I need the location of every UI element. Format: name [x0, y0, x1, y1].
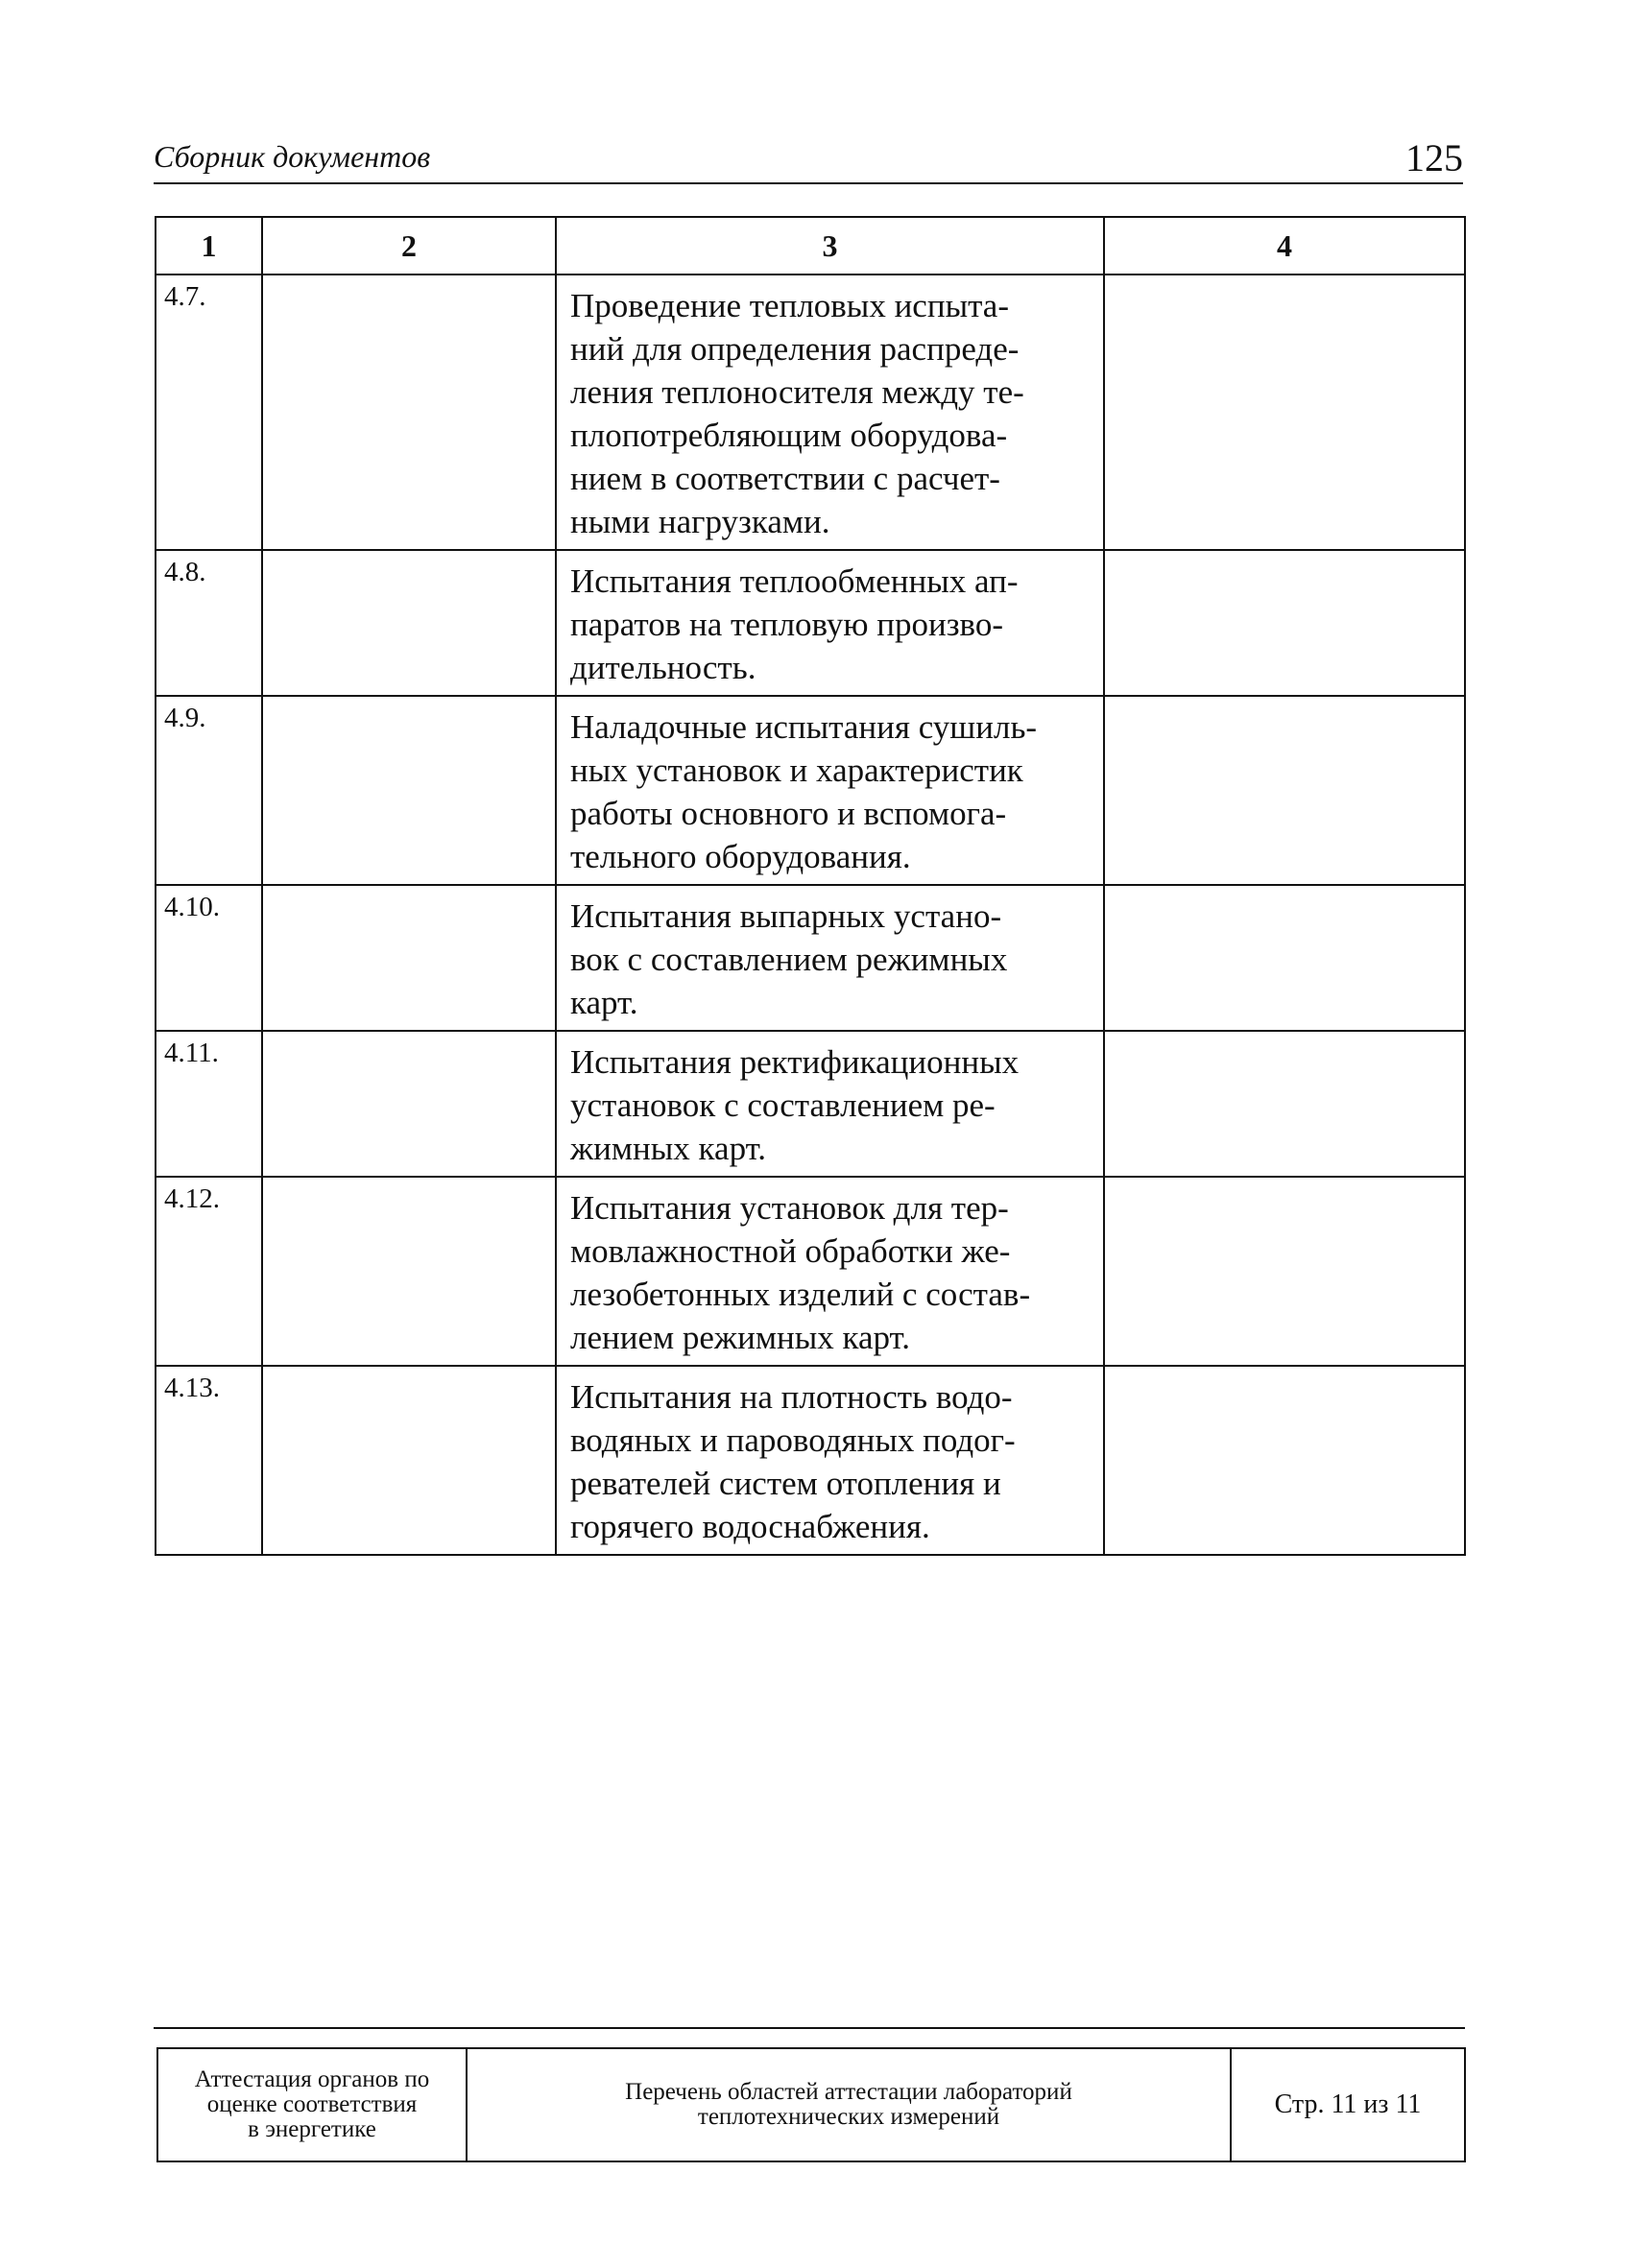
column-header-4: 4	[1104, 217, 1465, 275]
footer-document-title	[467, 2048, 1231, 2161]
row-col2-cell	[262, 1031, 556, 1177]
description-line: Испытания ректификационных	[570, 1043, 1020, 1081]
description-line: нием в соответствии с расчет-	[570, 460, 1000, 497]
column-header-3: 3	[556, 217, 1104, 275]
table-row	[156, 1177, 1465, 1366]
description-line: ления теплоносителя между те-	[570, 373, 1024, 411]
description-line: ных установок и характеристик	[570, 752, 1023, 789]
table-row	[156, 696, 1465, 885]
collection-title: Сборник документов	[154, 139, 431, 174]
description-line: плопотребляющим оборудова-	[570, 417, 1008, 454]
row-col4-cell	[1104, 696, 1465, 885]
column-header-2: 2	[262, 217, 556, 275]
table-row	[156, 1366, 1465, 1555]
table-row	[156, 550, 1465, 696]
row-number: 4.10.	[156, 885, 262, 1031]
row-number: 4.8.	[156, 550, 262, 696]
row-col2-cell	[262, 550, 556, 696]
description-line: горячего водоснабжения.	[570, 1508, 930, 1545]
table-row	[156, 1031, 1465, 1177]
table-row	[156, 885, 1465, 1031]
footer-organization-line: в энергетике	[248, 2116, 376, 2142]
row-description	[556, 550, 1104, 696]
description-line: Испытания выпарных устано-	[570, 897, 1002, 935]
description-line: водяных и пароводяных подог-	[570, 1421, 1016, 1459]
description-line: работы основного и вспомога-	[570, 795, 1007, 832]
page-number: 125	[1405, 136, 1463, 179]
row-number: 4.12.	[156, 1177, 262, 1366]
row-col2-cell	[262, 275, 556, 550]
description-line: Испытания на плотность водо-	[570, 1378, 1013, 1416]
footer-row	[157, 2048, 1465, 2161]
row-description	[556, 275, 1104, 550]
description-line: ний для определения распреде-	[570, 330, 1020, 368]
row-number: 4.9.	[156, 696, 262, 885]
description-line: лением режимных карт.	[570, 1319, 910, 1356]
row-col4-cell	[1104, 1031, 1465, 1177]
description-line: Испытания теплообменных ап-	[570, 562, 1019, 600]
footer-organization-line: Аттестация органов по	[194, 2066, 430, 2092]
row-col2-cell	[262, 885, 556, 1031]
column-header-1: 1	[156, 217, 262, 275]
description-line: ными нагрузками.	[570, 503, 830, 540]
description-line: карт.	[570, 984, 638, 1021]
footer-divider	[154, 2027, 1465, 2029]
row-col4-cell	[1104, 885, 1465, 1031]
description-line: Проведение тепловых испыта-	[570, 287, 1009, 324]
description-line: тельного оборудования.	[570, 838, 911, 875]
footer-table	[156, 2047, 1466, 2162]
row-col2-cell	[262, 1177, 556, 1366]
description-line: вок с составлением режимных	[570, 941, 1008, 978]
footer-title-line: Перечень областей аттестации лабораторий	[625, 2079, 1072, 2105]
row-description	[556, 696, 1104, 885]
description-line: дительность.	[570, 649, 756, 686]
row-col2-cell	[262, 696, 556, 885]
row-description	[556, 1177, 1104, 1366]
description-line: мовлажностной обработки же-	[570, 1232, 1011, 1270]
table-row	[156, 275, 1465, 550]
row-col4-cell	[1104, 1177, 1465, 1366]
footer-organization-line: оценке соответствия	[206, 2091, 418, 2117]
header-row	[156, 217, 1465, 275]
description-line: установок с составлением ре-	[570, 1086, 996, 1124]
row-col4-cell	[1104, 275, 1465, 550]
row-number: 4.13.	[156, 1366, 262, 1555]
description-line: ревателей систем отопления и	[570, 1465, 1001, 1502]
description-line: паратов на тепловую произво-	[570, 606, 1004, 643]
footer-title-line: теплотехнических измерений	[697, 2104, 1000, 2130]
row-col4-cell	[1104, 550, 1465, 696]
footer-page-count: Стр. 11 из 11	[1231, 2048, 1465, 2161]
description-line: Испытания установок для тер-	[570, 1189, 1009, 1227]
description-line: лезобетонных изделий с состав-	[570, 1276, 1031, 1313]
row-description	[556, 1031, 1104, 1177]
row-number: 4.7.	[156, 275, 262, 550]
row-description	[556, 1366, 1104, 1555]
row-description	[556, 885, 1104, 1031]
row-number: 4.11.	[156, 1031, 262, 1177]
areas-table	[155, 216, 1466, 1556]
footer-organization	[157, 2048, 467, 2161]
row-col4-cell	[1104, 1366, 1465, 1555]
row-col2-cell	[262, 1366, 556, 1555]
description-line: Наладочные испытания сушиль-	[570, 708, 1038, 746]
description-line: жимных карт.	[570, 1130, 767, 1167]
running-header	[154, 132, 1463, 184]
